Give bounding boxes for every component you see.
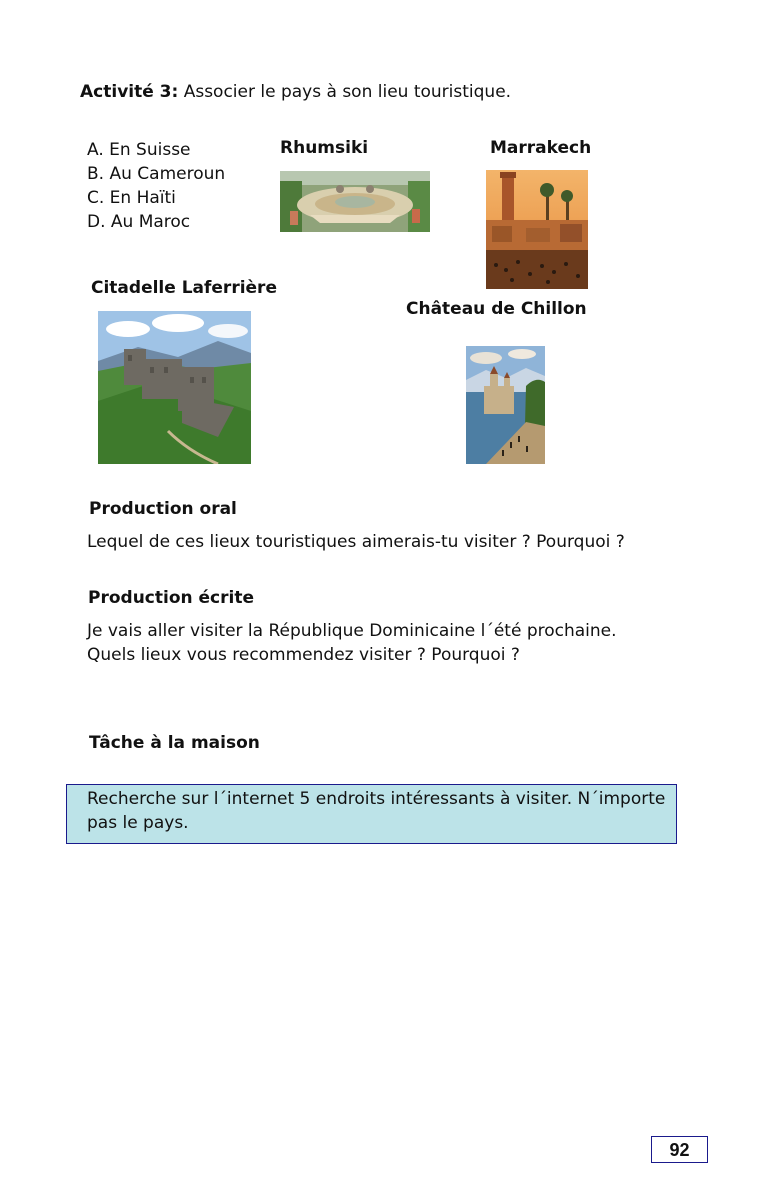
production-ecrite-line1: Je vais aller visiter la République Dominicaine l´été prochaine. xyxy=(87,621,617,641)
production-oral-text: Lequel de ces lieux touristiques aimerais-tu visiter ? Pourquoi ? xyxy=(87,532,625,552)
page-number: 92 xyxy=(651,1136,708,1163)
production-ecrite-line2: Quels lieux vous recommendez visiter ? Pourquoi ? xyxy=(87,645,520,665)
production-ecrite-heading: Production écrite xyxy=(88,588,254,608)
tache-box xyxy=(66,784,677,844)
chillon-label: Château de Chillon xyxy=(406,299,587,319)
marrakech-label: Marrakech xyxy=(490,138,592,158)
rhumsiki-label: Rhumsiki xyxy=(280,138,369,158)
activity-instruction: Associer le pays à son lieu touristique. xyxy=(183,82,512,102)
option-a: A. En Suisse xyxy=(87,140,191,160)
tache-text: Recherche sur l´internet 5 endroits intéressants à visiter. N´importe pas le pays. xyxy=(87,789,666,833)
option-d: D. Au Maroc xyxy=(87,212,191,232)
chillon-image xyxy=(466,346,545,464)
country-options-list xyxy=(87,138,225,234)
tache-heading: Tâche à la maison xyxy=(89,733,260,753)
activity-label: Activité 3: xyxy=(80,82,179,102)
activity-title xyxy=(80,82,511,102)
option-c: C. En Haïti xyxy=(87,188,176,208)
production-oral-heading: Production oral xyxy=(89,499,237,519)
citadelle-label: Citadelle Laferrière xyxy=(91,278,277,298)
marrakech-image xyxy=(486,170,588,289)
citadelle-image xyxy=(98,311,251,464)
option-b: B. Au Cameroun xyxy=(87,164,226,184)
rhumsiki-image xyxy=(280,171,430,232)
